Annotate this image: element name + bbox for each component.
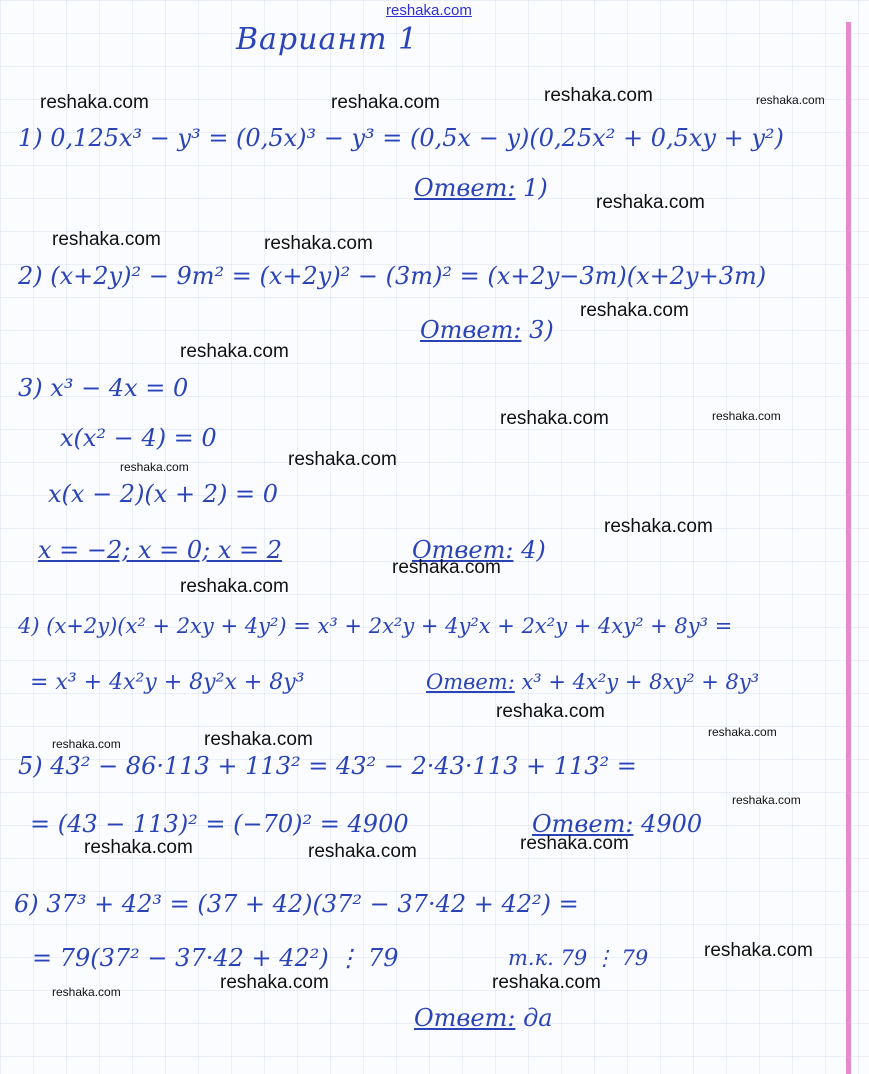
watermark: reshaka.com xyxy=(708,725,777,739)
reason: т.к. 79 ⋮ 79 xyxy=(508,946,649,970)
answer-1 xyxy=(414,174,548,202)
watermark: reshaka.com xyxy=(580,300,689,321)
task-6 xyxy=(14,890,579,918)
watermark: reshaka.com xyxy=(544,85,653,106)
task-5 xyxy=(18,752,637,780)
watermark: reshaka.com xyxy=(288,449,397,470)
expression: = x³ + 4x²y + 8y²x + 8y³ xyxy=(30,670,305,695)
expression: x(x² − 4) = 0 xyxy=(60,424,217,452)
watermark: reshaka.com xyxy=(756,93,825,107)
expression: 37³ + 42³ = (37 + 42)(37² − 37·42 + 42²) = xyxy=(46,890,579,918)
task-number: 4) xyxy=(18,614,40,638)
task-number: 5) xyxy=(18,752,43,780)
watermark: reshaka.com xyxy=(331,92,440,113)
task-1 xyxy=(18,124,784,152)
watermark: reshaka.com xyxy=(220,972,329,993)
task-number: 2) xyxy=(18,262,43,290)
variant-title: Вариант 1 xyxy=(236,22,419,57)
watermark: reshaka.com xyxy=(712,409,781,423)
watermark: reshaka.com xyxy=(204,729,313,750)
task-number: 6) xyxy=(14,890,39,918)
task-number: 3) xyxy=(18,374,43,402)
watermark: reshaka.com xyxy=(492,972,601,993)
expression: x³ − 4x = 0 xyxy=(50,374,189,402)
answer-label: Ответ: xyxy=(414,1004,516,1032)
task-number: 1) xyxy=(18,124,43,152)
watermark: reshaka.com xyxy=(520,833,629,854)
answer-label: Ответ: xyxy=(414,174,516,202)
answer-value: 4) xyxy=(521,536,546,564)
watermark: reshaka.com xyxy=(180,576,289,597)
answer-label: Ответ: xyxy=(420,316,522,344)
task-2 xyxy=(18,262,766,290)
watermark: reshaka.com xyxy=(180,341,289,362)
answer-label: Ответ: xyxy=(412,536,514,564)
watermark: reshaka.com xyxy=(500,408,609,429)
watermark: reshaka.com xyxy=(52,985,121,999)
watermark: reshaka.com xyxy=(496,701,605,722)
answer-value: да xyxy=(523,1004,553,1032)
answer-value: 3) xyxy=(529,316,554,344)
watermark: reshaka.com xyxy=(596,192,705,213)
watermark: reshaka.com xyxy=(40,92,149,113)
expression: x(x − 2)(x + 2) = 0 xyxy=(48,480,278,508)
watermark: reshaka.com xyxy=(264,233,373,254)
expression: 43² − 86·113 + 113² = 43² − 2·43·113 + 113² = xyxy=(50,752,637,780)
answer-4 xyxy=(426,670,759,694)
watermark: reshaka.com xyxy=(732,793,801,807)
watermark: reshaka.com xyxy=(120,460,189,474)
site-link[interactable]: reshaka.com xyxy=(386,2,472,19)
expression: = (43 − 113)² = (−70)² = 4900 xyxy=(30,810,409,838)
expression: (x+2y)(x² + 2xy + 4y²) = x³ + 2x²y + 4y²x + 2x²y + 4xy² + 8y³ = xyxy=(46,614,733,638)
answer-value: 4900 xyxy=(641,810,703,838)
watermark: reshaka.com xyxy=(52,737,121,751)
watermark: reshaka.com xyxy=(604,516,713,537)
task-3 xyxy=(18,374,188,402)
expression: (x+2y)² − 9m² = (x+2y)² − (3m)² = (x+2y−3m)(x+2y+3m) xyxy=(50,262,767,290)
watermark: reshaka.com xyxy=(392,557,501,578)
watermark: reshaka.com xyxy=(704,940,813,961)
answer-label: Ответ: xyxy=(426,670,515,694)
watermark: reshaka.com xyxy=(84,837,193,858)
answer-6 xyxy=(414,1004,553,1032)
expression: = 79(37² − 37·42 + 42²) ⋮ 79 xyxy=(32,944,399,972)
watermark: reshaka.com xyxy=(308,841,417,862)
answer-value: 1) xyxy=(523,174,548,202)
expression: 0,125x³ − y³ = (0,5x)³ − y³ = (0,5x − y)(0,25x² + 0,5xy + y²) xyxy=(50,124,784,152)
answer-value: x³ + 4x²y + 8xy² + 8y³ xyxy=(521,670,760,694)
margin-line xyxy=(846,22,851,1074)
task-4 xyxy=(18,614,732,638)
answer-label: Ответ: xyxy=(532,810,634,838)
watermark: reshaka.com xyxy=(52,229,161,250)
roots: x = −2; x = 0; x = 2 xyxy=(38,536,283,564)
answer-2 xyxy=(420,316,554,344)
